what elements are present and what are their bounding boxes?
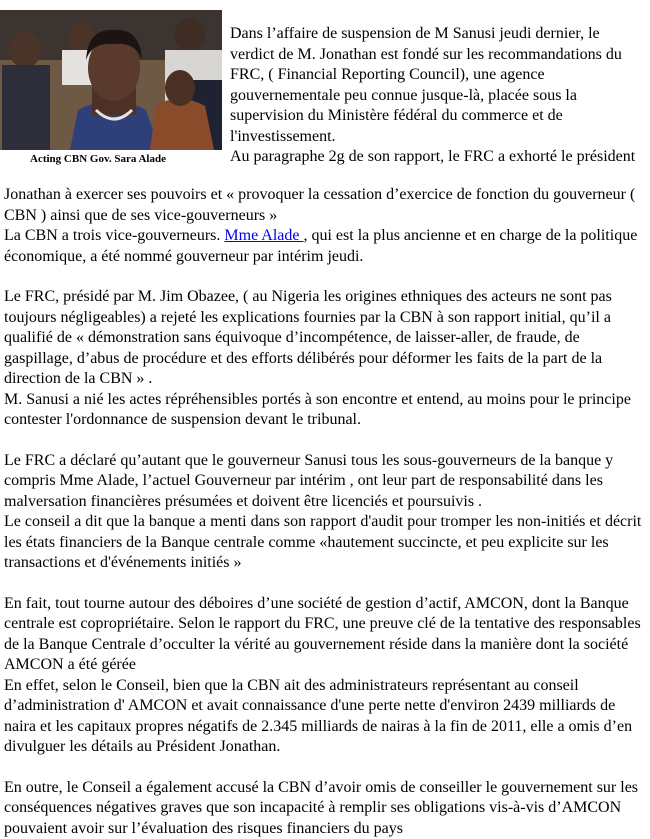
- paragraph-gap: [4, 267, 644, 287]
- paragraph-gap: [4, 574, 644, 594]
- text-span: La CBN a trois vice-gouverneurs.: [4, 227, 224, 244]
- paragraph: En effet, selon le Conseil, bien que la CBN ait des administrateurs représentant au conseil d’administration d' AMCON et avait connaissance d'une perte nette d'environ 2439 milliards de naira et les capitaux propres négatifs de 2.345 milliards de nairas à la fin de 2011, elle a omis d’en divulguer les détails au Président Jonathan.: [4, 676, 644, 758]
- photo-image: [0, 10, 222, 150]
- side-text: [230, 24, 644, 168]
- paragraph-gap: [4, 431, 644, 451]
- article-photo: [0, 10, 222, 150]
- paragraph: En fait, tout tourne autour des déboires d’une société de gestion d’actif, AMCON, dont la Banque centrale est copropriétaire. Selon le rapport du FRC, une preuve clé de la tentative des responsables de la Banque Centrale d’occulter la vérité au gouvernement réside dans la manière dont la société AMCON a été gérée: [4, 594, 644, 676]
- paragraph: Dans l’affaire de suspension de M Sanusi jeudi dernier, le verdict de M. Jonathan est fondé sur les recommandations du FRC, ( Financial Reporting Council), une agence gouvernementale peu connue jusque-là, placée sous la supervision du Ministère fédéral du commerce et de l'investissement.: [230, 24, 644, 147]
- paragraph-gap: [4, 758, 644, 778]
- paragraph: [4, 226, 644, 267]
- paragraph: Jonathan à exercer ses pouvoirs et « provoquer la cessation d’exercice de fonction du gouverneur ( CBN ) ainsi que de ses vice-gouverneurs »: [4, 185, 644, 226]
- article-body: [4, 185, 644, 839]
- photo-caption: Acting CBN Gov. Sara Alade: [30, 153, 166, 166]
- paragraph: Le FRC a déclaré qu’autant que le gouverneur Sanusi tous les sous-gouverneurs de la banque y compris Mme Alade, l’actuel Gouverneur par intérim , ont leur part de responsabilité dans les malversation financières présumées et doivent être licenciés et poursuivis .: [4, 451, 644, 513]
- paragraph: M. Sanusi a nié les actes répréhensibles portés à son encontre et entend, au moins pour le principe contester l'ordonnance de suspension devant le tribunal.: [4, 390, 644, 431]
- text-span: , qui est la plus ancienne et en charge de la politique économique, a été nommé gouverneur par intérim jeudi.: [4, 227, 637, 265]
- paragraph: Le FRC, présidé par M. Jim Obazee, ( au Nigeria les origines ethniques des acteurs ne sont pas toujours négligeables) a rejeté les explications fournies par la CBN à son rapport initial, qu’il a qualifié de « démonstration sans équivoque d’incompétence, de laisser-aller, de fraude, de gaspillage, d’abus de procédure et des efforts délibérés pour déformer les faits de la part de la direction de la CBN » .: [4, 287, 644, 390]
- paragraph: Le conseil a dit que la banque a menti dans son rapport d'audit pour tromper les non-initiés et décrit les états financiers de la Banque centrale comme «hautement succincte, et peu explicite sur les transactions et d'événements initiés »: [4, 512, 644, 574]
- alade-link[interactable]: Mme Alade: [224, 227, 303, 244]
- paragraph: En outre, le Conseil a également accusé la CBN d’avoir omis de conseiller le gouvernement sur les conséquences négatives graves que son incapacité à remplir ses obligations vis-à-vis d’AMCON pouvaient avoir sur l’évaluation des risques financiers du pays: [4, 778, 644, 839]
- paragraph: Au paragraphe 2g de son rapport, le FRC a exhorté le président: [230, 147, 644, 168]
